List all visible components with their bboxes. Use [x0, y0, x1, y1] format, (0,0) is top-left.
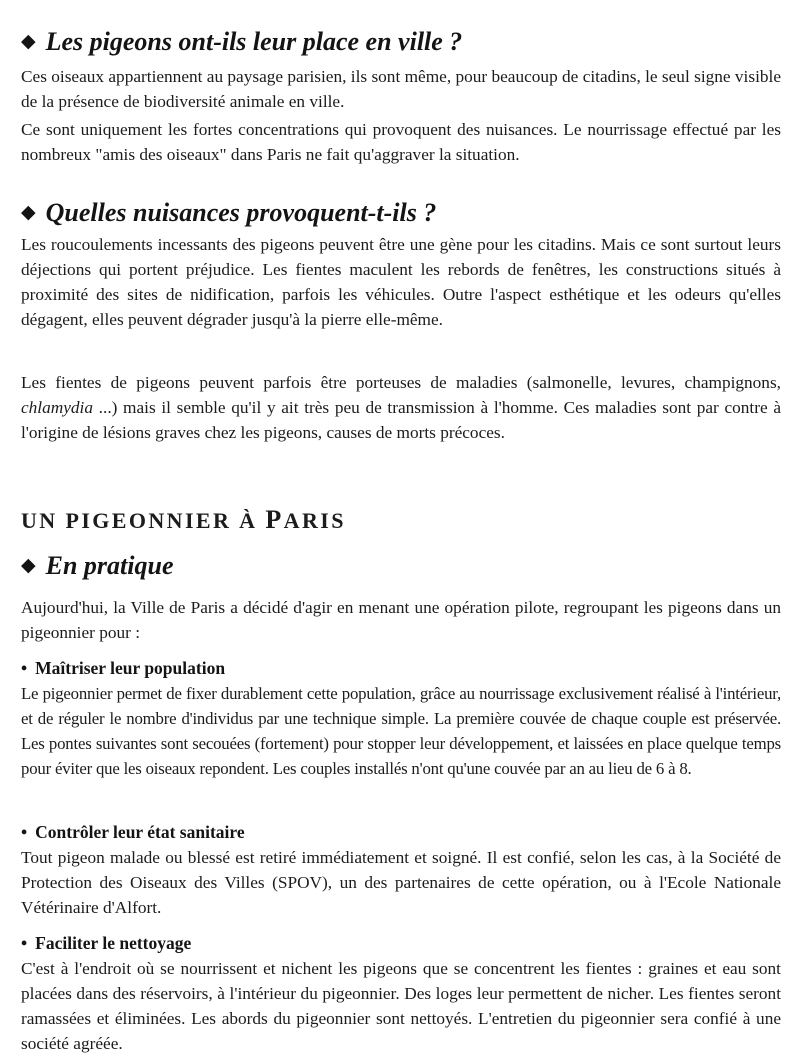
- heading-en-pratique: ◆ En pratique: [21, 551, 174, 580]
- paragraph: Tout pigeon malade ou blessé est retiré immédiatement et soigné. Il est confié, selon les cas, à la Société de Protection des Oiseaux des Villes (SPOV), un des partenaires de cette opération, ou à l'Ecole Nationale Vétérinaire d'Alfort.: [21, 848, 781, 917]
- bullet-dot-icon: •: [21, 658, 28, 678]
- paragraph: C'est à l'endroit où se nourrissent et nichent les pigeons que se concentrent les fientes : graines et eau sont placées dans des réservoirs, à l'intérieur du pigeonnier. Des loges leur permettent de nicher. Les fientes seront ramassées et éliminées. Les abords du pigeonnier sont nettoyés. L'entretien du pigeonnier sera confié à une société agréée.: [21, 959, 781, 1053]
- heading-nuisances: ◆ Quelles nuisances provoquent-t-ils ?: [21, 198, 437, 227]
- bullet-dot-icon: •: [21, 822, 28, 842]
- paragraph-diseases: Les fientes de pigeons peuvent parfois être porteuses de maladies (salmonelle, levures, champignons, chlamydia ...) mais il semble qu'il y ait très peu de transmission à l'homme. Ces maladies sont par contre à l'origine de lésions graves chez les pigeons, causes de morts précoces.: [21, 373, 781, 442]
- paragraph: Ces oiseaux appartiennent au paysage parisien, ils sont même, pour beaucoup de citadins, le seul signe visible de la présence de biodiversité animale en ville.: [21, 67, 781, 111]
- bullet-title: • Contrôler leur état sanitaire: [21, 822, 245, 842]
- bullet-dot-icon: •: [21, 933, 28, 953]
- diamond-bullet-icon: ◆: [21, 555, 36, 576]
- diamond-bullet-icon: ◆: [21, 202, 36, 223]
- paragraph: Les roucoulements incessants des pigeons peuvent être une gène pour les citadins. Mais ce sont surtout leurs déjections qui portent préjudice. Les fientes maculent les rebords de fenêtres, les constructions situés à proximité des sites de nidification, parfois les véhicules. Outre l'aspect esthétique et les odeurs qu'elles dégagent, elles peuvent dégrader jusqu'à la pierre elle-même.: [21, 235, 781, 329]
- bullet-title: • Faciliter le nettoyage: [21, 933, 192, 953]
- paragraph-intro: Aujourd'hui, la Ville de Paris a décidé d'agir en menant une opération pilote, regroupant les pigeons dans un pigeonnier pour :: [21, 598, 781, 642]
- diamond-bullet-icon: ◆: [21, 31, 36, 52]
- section-title: UN PIGEONNIER À PARIS: [21, 505, 346, 534]
- paragraph: Le pigeonnier permet de fixer durablement cette population, grâce au nourrissage exclusivement réalisé à l'intérieur, et de réguler le nombre d'individus par une technique simple. La première couvée de chaque couple est préservée. Les pontes suivantes sont secouées (fortement) pour stopper leur développement, et laissées en place quelque temps pour éviter que les oiseaux repondent. Les couples installés n'ont qu'une couvée par an au lieu de 6 à 8.: [21, 684, 781, 778]
- heading-pigeons-place: ◆ Les pigeons ont-ils leur place en ville ?: [21, 27, 463, 56]
- bullet-title: • Maîtriser leur population: [21, 658, 226, 678]
- paragraph: Ce sont uniquement les fortes concentrations qui provoquent des nuisances. Le nourrissage effectué par les nombreux "amis des oiseaux" dans Paris ne fait qu'aggraver la situation.: [21, 120, 781, 164]
